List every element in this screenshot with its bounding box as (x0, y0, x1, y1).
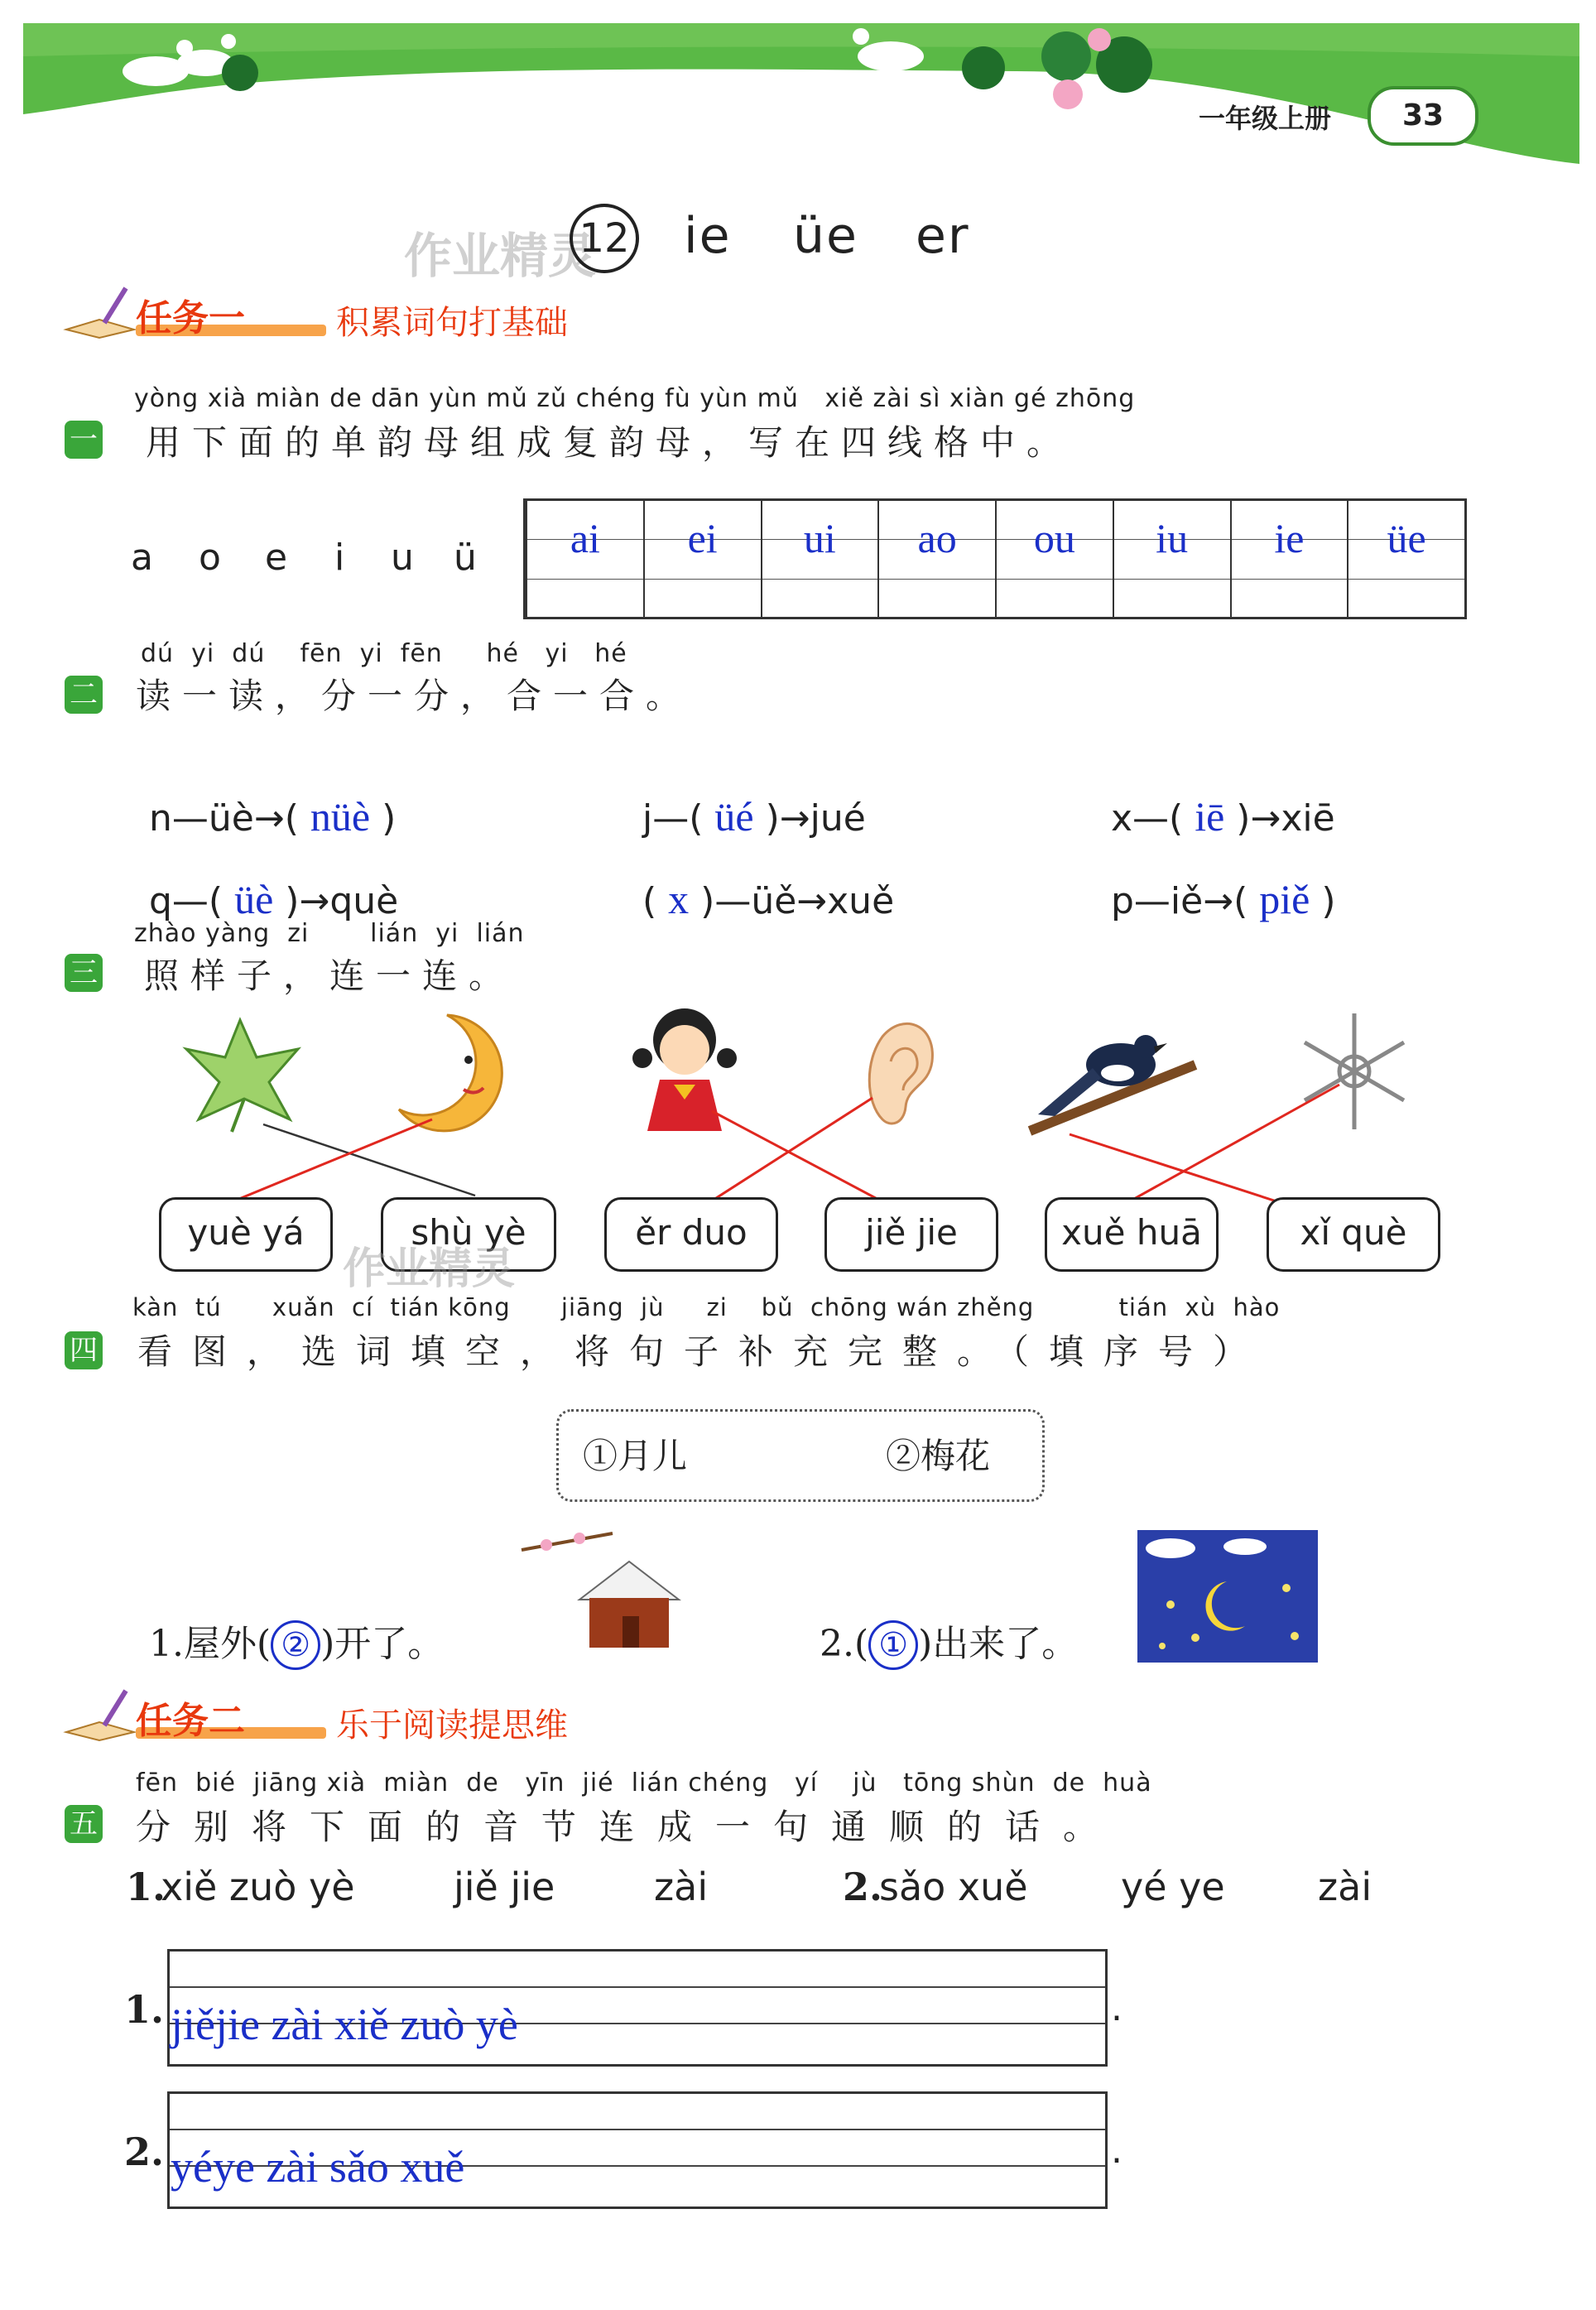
instruction-text: 读一读，分一分，合一合。 (136, 676, 693, 716)
handwritten-answer: jiějie zài xiě zuò yè (171, 2000, 518, 2049)
grid-answer: ao (917, 515, 957, 561)
syllable: jiě jie (454, 1865, 555, 1909)
pinyin-item: ( x )—üě→xuě (642, 876, 895, 922)
watermark: 作业精灵 (404, 228, 597, 284)
answer-label: 2. (124, 2130, 165, 2174)
grid-answer: ou (1033, 515, 1075, 561)
instruction-pinyin: fēn bié jiāng xià miàn de yīn jié lián chéng yí jù tōng shùn de huà (136, 1769, 1152, 1797)
vowel: o (199, 537, 221, 579)
pinyin-item: p—iě→( piě ) (1110, 876, 1336, 922)
pinyin-box[interactable]: shù yè (381, 1197, 556, 1272)
section-number: 三 (65, 954, 103, 992)
instruction-text: 分别将下面的音节连成一句通顺的话。 (136, 1807, 1122, 1847)
grade-label: 一年级上册 (1199, 103, 1332, 134)
group-label: 2. (843, 1865, 883, 1909)
instruction-pinyin: dú yi dú fēn yi fēn hé yi hé (141, 639, 627, 668)
syllable: zài (654, 1865, 709, 1909)
pinyin-item: q—( üè )→què (148, 876, 399, 922)
task-title: 任务一 (136, 297, 245, 339)
answer: ② (271, 1620, 320, 1670)
vowel: e (265, 537, 288, 579)
section-number: 一 (65, 421, 103, 459)
section-number: 五 (65, 1805, 103, 1843)
period: . (1111, 1987, 1122, 2029)
question: 1.屋外( ② )开了。 (126, 1571, 444, 1670)
option: ①月儿 (583, 1436, 688, 1476)
grid-answer: ai (570, 515, 600, 561)
answer: x (668, 876, 690, 922)
pinyin-box[interactable]: jiě jie (824, 1197, 998, 1272)
pinyin-item: x—( iē )→xiē (1110, 793, 1335, 840)
grid-answer: iu (1156, 515, 1189, 561)
pinyin-box[interactable]: xuě huā (1045, 1197, 1219, 1272)
syllable: zài (1318, 1865, 1372, 1909)
grid-answer: ei (687, 515, 718, 561)
answer: nüè (310, 793, 371, 840)
handwritten-answer: yéye zài sǎo xuě (171, 2142, 465, 2192)
instruction-text: 看图，选词填空，将句子补充完整。（填序号） (137, 1331, 1268, 1372)
vowel: i (334, 537, 345, 579)
pinyin-item: j—( üé )→jué (642, 793, 866, 840)
task-description: 积累词句打基础 (336, 304, 568, 342)
title-syllable: ie (684, 207, 732, 265)
plum-blossom-house-icon (513, 1525, 705, 1654)
instruction-text: 照样子，连一连。 (144, 955, 516, 996)
night-sky-icon (1137, 1530, 1318, 1663)
task-title: 任务二 (136, 1700, 245, 1742)
answer: piě (1259, 876, 1310, 922)
syllable: yé ye (1121, 1865, 1225, 1909)
lesson-number: 12 (570, 204, 639, 273)
pinyin-box[interactable]: yuè yá (159, 1197, 333, 1272)
answer-line (712, 1111, 899, 1210)
syllable: sǎo xuě (879, 1865, 1028, 1909)
vowel: u (391, 537, 414, 579)
grid-answer: ui (803, 515, 836, 561)
book-quill-icon (63, 1689, 137, 1744)
answer: üé (714, 793, 754, 840)
vowel: a (131, 537, 153, 579)
instruction-text: 用下面的单韵母组成复韵母，写在四线格中。 (146, 422, 1074, 463)
task-banner (63, 1689, 593, 1744)
grid-answer: üe (1387, 515, 1426, 561)
section-number: 二 (65, 676, 103, 714)
grid-answer: ie (1274, 515, 1305, 561)
section-number: 四 (65, 1331, 103, 1369)
watermark: 作业精灵 (343, 1244, 516, 1294)
pinyin-item: n—üè→( nüè ) (148, 793, 397, 840)
instruction-pinyin: kàn tú xuǎn cí tián kōng jiāng jù zi bǔ chōng wán zhěng tián xù hào (132, 1293, 1281, 1321)
example-line (263, 1124, 475, 1196)
pinyin-box[interactable]: ěr duo (604, 1197, 778, 1272)
page-number: 33 (1368, 86, 1478, 146)
answer: üè (234, 876, 274, 922)
period: . (1111, 2130, 1122, 2172)
instruction-pinyin: yòng xià miàn de dān yùn mǔ zǔ chéng fù yùn mǔ xiě zài sì xiàn gé zhōng (134, 384, 1136, 413)
answer-label: 1. (124, 1987, 165, 2032)
vowel: ü (454, 537, 477, 579)
syllable: xiě zuò yè (161, 1865, 355, 1909)
group-label: 1. (126, 1865, 166, 1909)
answer: iē (1195, 793, 1225, 840)
option: ②梅花 (886, 1436, 991, 1476)
task-description: 乐于阅读提思维 (336, 1706, 568, 1745)
title-syllable: er (916, 207, 970, 265)
question: 2.( ① )出来了。 (796, 1571, 1078, 1670)
instruction-pinyin: zhào yàng zi lián yi lián (134, 919, 525, 948)
answer: ① (868, 1620, 918, 1670)
pinyin-box[interactable]: xǐ què (1267, 1197, 1440, 1272)
title-syllable: üe (793, 207, 858, 265)
